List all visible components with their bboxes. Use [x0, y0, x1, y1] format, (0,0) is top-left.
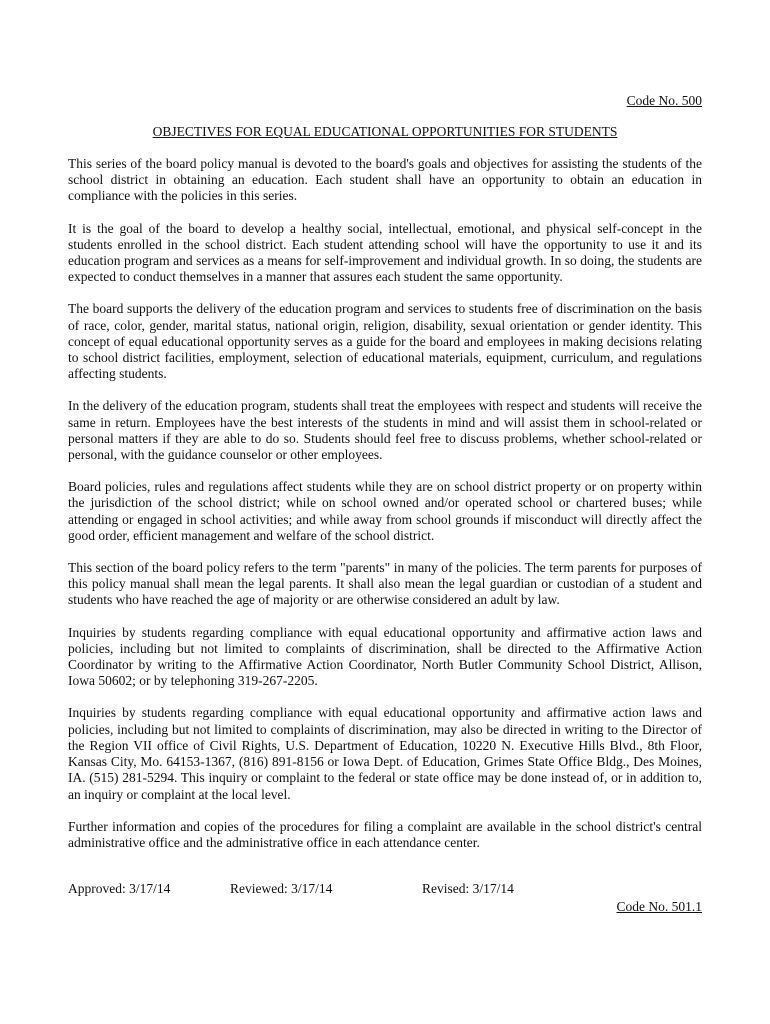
paragraph-respect: In the delivery of the education program, students shall treat the employees with respect and students will receive the same in return. Employees have the best interests of the students in mind and will assist them in school-related or personal matters if they are able to do so. Students should feel free to discuss problems, whether school-related or personal, with the guidance counselor or other employees. [68, 398, 702, 463]
page-title: OBJECTIVES FOR EQUAL EDUCATIONAL OPPORTUNITIES FOR STUDENTS [152, 124, 618, 139]
paragraph-federal-inquiries: Inquiries by students regarding compliance with equal educational opportunity and affirmative action laws and policies, including but not limited to complaints of discrimination, may also be directed in writing to the Director of the Region VII office of Civil Rights, U.S. Department of Education, 10220 N. Executive Hills Blvd., 8th Floor, Kansas City, Mo. 64153-1367, (816) 891-8156 or Iowa Dept. of Education, Grimes State Office Bldg., Des Moines, IA. (515) 281-5294. This inquiry or complaint to the federal or state office may be done instead of, or in addition to, an inquiry or complaint at the local level. [68, 705, 702, 802]
paragraph-parents: This section of the board policy refers to the term "parents" in many of the policies. The term parents for purposes of this policy manual shall mean the legal parents. It shall also mean the legal guardian or custodian of a student and students who have reached the age of majority or are otherwise considered an adult by law. [68, 560, 702, 608]
paragraph-intro: This series of the board policy manual is devoted to the board's goals and objectives for assisting the students of the school district in obtaining an education. Each student shall have an opportunity to obtain an education in compliance with the policies in this series. [68, 156, 702, 204]
paragraph-nondiscrimination: The board supports the delivery of the education program and services to students free of discrimination on the basis of race, color, gender, marital status, national origin, religion, disability, sexual orientation or gender identity. This concept of equal educational opportunity serves as a guide for the board and employees in making decisions relating to school district facilities, employment, selection of educational materials, equipment, curriculum, and regulations affecting students. [68, 301, 702, 382]
revised-date: Revised: 3/17/14 [422, 881, 514, 896]
code-number: Code No. 500 [626, 93, 702, 108]
paragraph-local-inquiries: Inquiries by students regarding compliance with equal educational opportunity and affirmative action laws and policies, including but not limited to complaints of discrimination, shall be directed to the Affirmative Action Coordinator by writing to the Affirmative Action Coordinator, North Butler Community School District, Allison, Iowa 50602; or by telephoning 319-267-2205. [68, 624, 702, 689]
next-code-number: Code No. 501.1 [616, 899, 702, 914]
approved-date: Approved: 3/17/14 [68, 881, 171, 896]
reviewed-date: Reviewed: 3/17/14 [230, 881, 333, 896]
paragraph-jurisdiction: Board policies, rules and regulations affect students while they are on school district property or on property within the jurisdiction of the school district; while on school owned and/or operated school or chartered buses; while attending or engaged in school activities; and while away from school grounds if misconduct will directly affect the good order, efficient management and welfare of the school district. [68, 479, 702, 543]
policy-page [68, 0, 702, 1024]
paragraph-further-info: Further information and copies of the procedures for filing a complaint are available in the school district's central administrative office and the administrative office in each attendance center. [68, 818, 702, 850]
policy-body [68, 156, 702, 867]
paragraph-goal: It is the goal of the board to develop a healthy social, intellectual, emotional, and physical self-concept in the students enrolled in the school district. Each student attending school will have the opportunity to use it and its education program and services as a means for self-improvement and individual growth. In so doing, the students are expected to conduct themselves in a manner that assures each student the same opportunity. [68, 220, 702, 285]
